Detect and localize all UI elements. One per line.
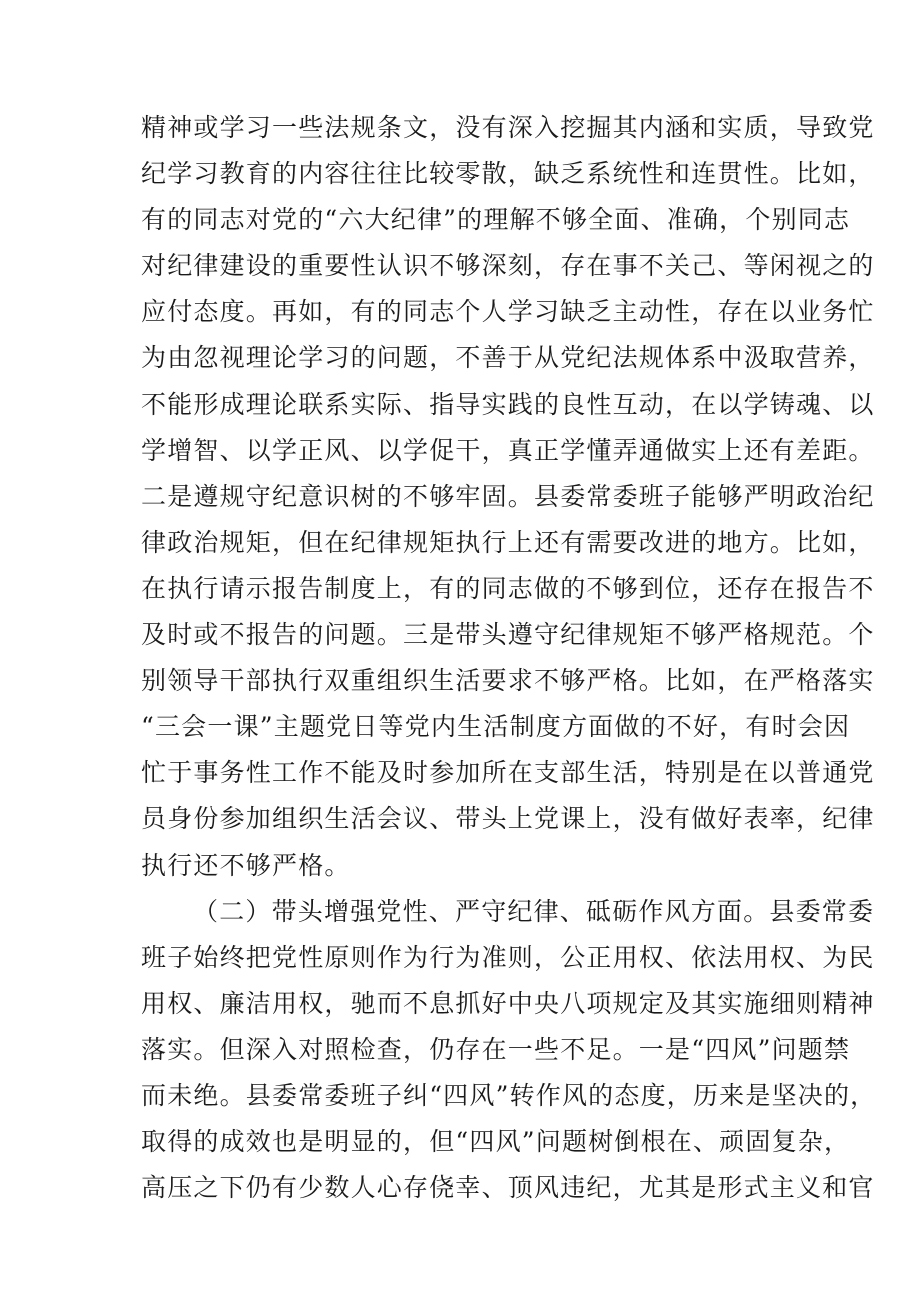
text-line: 班子始终把党性原则作为行为准则，公正用权、依法用权、为民 xyxy=(141,942,875,972)
text-line: 为由忽视理论学习的问题，不善于从党纪法规体系中汲取营养， xyxy=(141,343,875,373)
text-line: 精神或学习一些法规条文，没有深入挖掘其内涵和实质，导致党 xyxy=(141,113,875,142)
text-line: 有的同志对党的“六大纪律”的理解不够全面、准确，个别同志 xyxy=(141,205,851,235)
text-line: 应付态度。再如，有的同志个人学习缺乏主动性，存在以业务忙 xyxy=(141,297,875,327)
section-heading-line: （二）带头增强党性、严守纪律、砥砺作风方面。县委常委 xyxy=(193,896,875,926)
text-line: 二是遵规守纪意识树的不够牢固。县委常委班子能够严明政治纪 xyxy=(141,481,875,511)
text-line: 律政治规矩，但在纪律规矩执行上还有需要改进的地方。比如， xyxy=(141,527,875,557)
text-line: 不能形成理论联系实际、指导实践的良性互动，在以学铸魂、以 xyxy=(141,389,875,419)
text-line: 别领导干部执行双重组织生活要求不够严格。比如，在严格落实 xyxy=(141,666,875,696)
text-line: “三会一课”主题党日等党内生活制度方面做的不好，有时会因 xyxy=(141,712,851,742)
text-line: 在执行请示报告制度上，有的同志做的不够到位，还存在报告不 xyxy=(141,573,875,603)
text-line: 及时或不报告的问题。三是带头遵守纪律规矩不够严格规范。个 xyxy=(141,620,875,650)
text-line: 取得的成效也是明显的，但“四风”问题树倒根在、顽固复杂， xyxy=(141,1127,851,1157)
document-body xyxy=(141,110,877,1216)
text-line: 纪学习教育的内容往往比较零散，缺乏系统性和连贯性。比如， xyxy=(141,159,875,189)
text-line: 而未绝。县委常委班子纠“四风”转作风的态度，历来是坚决的， xyxy=(141,1080,877,1110)
text-line: 员身份参加组织生活会议、带头上党课上，没有做好表率，纪律 xyxy=(141,804,875,834)
text-line: 落实。但深入对照检查，仍存在一些不足。一是“四风”问题禁 xyxy=(141,1034,851,1064)
text-line: 对纪律建设的重要性认识不够深刻，存在事不关己、等闲视之的 xyxy=(141,251,875,281)
text-line: 用权、廉洁用权，驰而不息抓好中央八项规定及其实施细则精神 xyxy=(141,988,875,1018)
text-line: 忙于事务性工作不能及时参加所在支部生活，特别是在以普通党 xyxy=(141,758,875,788)
text-line: 学增智、以学正风、以学促干，真正学懂弄通做实上还有差距。 xyxy=(141,435,875,465)
text-line: 高压之下仍有少数人心存侥幸、顶风违纪，尤其是形式主义和官 xyxy=(141,1173,875,1203)
text-line: 执行还不够严格。 xyxy=(141,850,351,880)
